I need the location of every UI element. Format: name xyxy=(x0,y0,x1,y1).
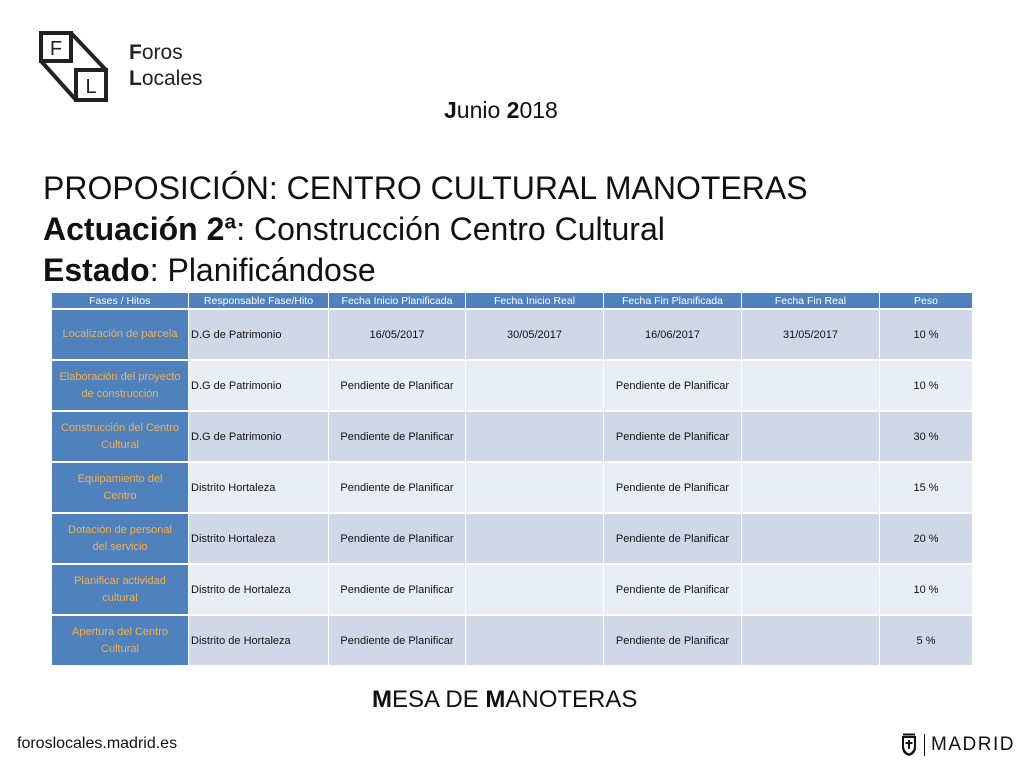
start-real-cell xyxy=(466,564,604,615)
logo-letter-f: F xyxy=(49,38,63,60)
end-planned-cell: Pendiente de Planificar xyxy=(604,360,742,411)
end-planned-cell: Pendiente de Planificar xyxy=(604,462,742,513)
table-row xyxy=(52,615,973,666)
madrid-wordmark: MADRID xyxy=(931,734,1015,755)
start-planned-cell: Pendiente de Planificar xyxy=(329,615,466,666)
responsible-cell: Distrito Hortaleza xyxy=(189,513,329,564)
header-weight: Peso xyxy=(880,293,973,309)
madrid-crest-icon xyxy=(900,733,918,757)
table-row xyxy=(52,513,973,564)
phase-cell: Apertura del Centro Cultural xyxy=(52,615,189,666)
end-planned-cell: 16/06/2017 xyxy=(604,309,742,360)
start-planned-cell: Pendiente de Planificar xyxy=(329,411,466,462)
footer-title: MESA DE MANOTERAS xyxy=(372,686,638,713)
end-real-cell xyxy=(742,615,880,666)
responsible-cell: Distrito de Hortaleza xyxy=(189,564,329,615)
weight-cell: 10 % xyxy=(880,360,973,411)
weight-cell: 10 % xyxy=(880,564,973,615)
logo-separator xyxy=(924,734,925,756)
header-end-planned: Fecha Fin Planificada xyxy=(604,293,742,309)
end-planned-cell: Pendiente de Planificar xyxy=(604,564,742,615)
table-row xyxy=(52,411,973,462)
phase-cell: Planificar actividad cultural xyxy=(52,564,189,615)
weight-cell: 5 % xyxy=(880,615,973,666)
phase-cell: Construcción del Centro Cultural xyxy=(52,411,189,462)
end-real-cell xyxy=(742,411,880,462)
responsible-cell: D.G de Patrimonio xyxy=(189,411,329,462)
phase-cell: Localización de parcela xyxy=(52,309,189,360)
weight-cell: 20 % xyxy=(880,513,973,564)
start-real-cell xyxy=(466,360,604,411)
start-real-cell xyxy=(466,462,604,513)
table-row xyxy=(52,462,973,513)
weight-cell: 30 % xyxy=(880,411,973,462)
proposition-title: PROPOSICIÓN: CENTRO CULTURAL MANOTERAS xyxy=(43,170,808,206)
start-planned-cell: Pendiente de Planificar xyxy=(329,564,466,615)
action-title: Actuación 2ª: Construcción Centro Cultural xyxy=(43,211,665,247)
weight-cell: 15 % xyxy=(880,462,973,513)
phase-cell: Dotación de personal del servicio xyxy=(52,513,189,564)
madrid-city-logo xyxy=(900,732,1015,758)
start-planned-cell: Pendiente de Planificar xyxy=(329,462,466,513)
phase-cell: Equipamiento del Centro xyxy=(52,462,189,513)
end-planned-cell: Pendiente de Planificar xyxy=(604,411,742,462)
start-planned-cell: 16/05/2017 xyxy=(329,309,466,360)
start-planned-cell: Pendiente de Planificar xyxy=(329,360,466,411)
end-real-cell xyxy=(742,462,880,513)
end-planned-cell: Pendiente de Planificar xyxy=(604,513,742,564)
responsible-cell: Distrito Hortaleza xyxy=(189,462,329,513)
table-row xyxy=(52,309,973,360)
phase-cell: Elaboración del proyecto de construcción xyxy=(52,360,189,411)
weight-cell: 10 % xyxy=(880,309,973,360)
start-real-cell: 30/05/2017 xyxy=(466,309,604,360)
responsible-cell: D.G de Patrimonio xyxy=(189,309,329,360)
end-planned-cell: Pendiente de Planificar xyxy=(604,615,742,666)
table-row xyxy=(52,360,973,411)
document-date: Junio 2018 xyxy=(444,97,558,123)
status-title: Estado: Planificándose xyxy=(43,252,376,288)
end-real-cell xyxy=(742,564,880,615)
end-real-cell xyxy=(742,360,880,411)
table-row xyxy=(52,564,973,615)
header-start-planned: Fecha Inicio Planificada xyxy=(329,293,466,309)
start-real-cell xyxy=(466,411,604,462)
header-responsible: Responsable Fase/Hito xyxy=(189,293,329,309)
end-real-cell xyxy=(742,513,880,564)
logo-letter-l: L xyxy=(85,76,97,98)
start-real-cell xyxy=(466,615,604,666)
start-real-cell xyxy=(466,513,604,564)
responsible-cell: D.G de Patrimonio xyxy=(189,360,329,411)
header-end-real: Fecha Fin Real xyxy=(742,293,880,309)
page-title xyxy=(43,168,808,291)
website-link[interactable]: foroslocales.madrid.es xyxy=(17,735,178,752)
foros-locales-logo-icon xyxy=(38,30,110,104)
responsible-cell: Distrito de Hortaleza xyxy=(189,615,329,666)
header-phase: Fases / Hitos xyxy=(52,293,189,309)
logo-wordmark: Foros Locales xyxy=(129,41,203,90)
phases-table xyxy=(51,293,973,667)
table-header-row xyxy=(52,293,973,309)
start-planned-cell: Pendiente de Planificar xyxy=(329,513,466,564)
header-start-real: Fecha Inicio Real xyxy=(466,293,604,309)
end-real-cell: 31/05/2017 xyxy=(742,309,880,360)
